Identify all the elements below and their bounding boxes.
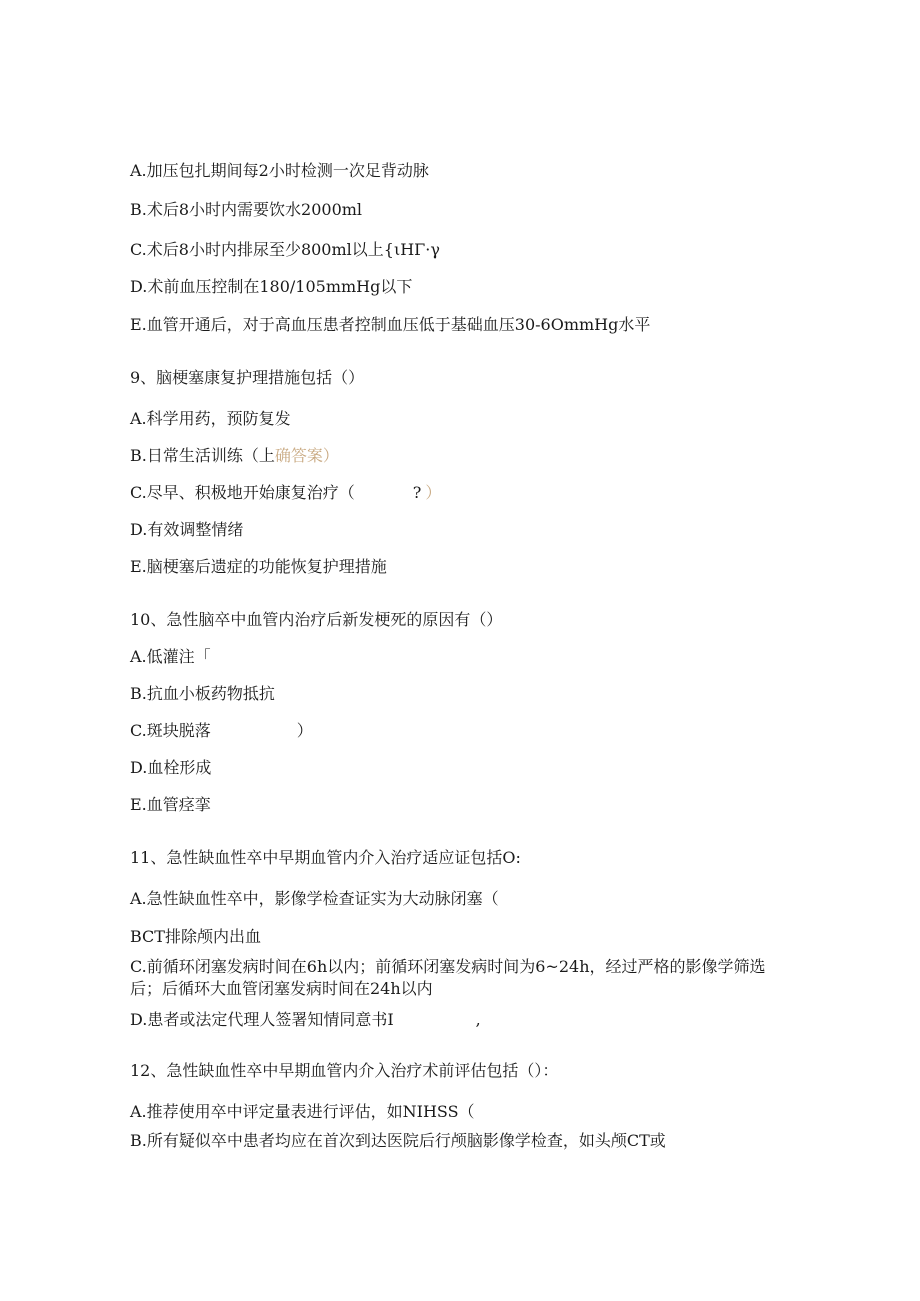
q10-option-c-tail: ） [296, 721, 313, 740]
q9-option-d: D.有效调整情绪 [130, 520, 244, 539]
q9-option-c [130, 482, 441, 504]
q11-option-d [130, 1009, 481, 1031]
q9-title: 9、脑梗塞康复护理措施包括（） [130, 368, 365, 387]
q9-option-c-mark: ? [412, 483, 422, 502]
q9-option-e: E.脑梗塞后遗症的功能恢复护理措施 [130, 557, 387, 576]
q11-option-d-text: D.患者或法定代理人签署知情同意书I [130, 1010, 394, 1029]
q11-option-b: BCT排除颅内出血 [130, 927, 261, 946]
q10-title: 10、急性脑卒中血管内治疗后新发梗死的原因有（） [130, 610, 503, 629]
q9-option-b-faint: 确答案） [274, 446, 339, 465]
q12-title: 12、急性缺血性卒中早期血管内介入治疗术前评估包括（）： [130, 1061, 559, 1080]
q11-option-c: C.前循环闭塞发病时间在6h以内；前循环闭塞发病时间为6~24h，经过严格的影像学筛选后；后循环大血管闭塞发病时间在24h以内 [130, 957, 766, 998]
q8-option-c: C.术后8小时内排尿至少800ml以上{ιHΓ·γ [130, 240, 440, 259]
q8-option-b: B.术后8小时内需要饮水2000ml [130, 200, 363, 219]
q11-title: 11、急性缺血性卒中早期血管内介入治疗适应证包括O: [130, 848, 521, 867]
q11-option-a: A.急性缺血性卒中，影像学检查证实为大动脉闭塞（ [130, 889, 499, 908]
q9-option-c-text: C.尽早、积极地开始康复治疗（ [130, 483, 355, 502]
q10-option-c-text: C.斑块脱落 [130, 721, 211, 740]
q9-option-b-text: B.日常生活训练（上 [130, 446, 275, 465]
q12-option-b: B.所有疑似卒中患者均应在首次到达医院后行颅脑影像学检查，如头颅CT或 [130, 1131, 666, 1150]
q10-option-d: D.血栓形成 [130, 758, 212, 777]
q9-option-a: A.科学用药，预防复发 [130, 409, 291, 428]
q9-option-c-faint: ） [425, 483, 442, 502]
q8-option-d: D.术前血压控制在180/105mmHg以下 [130, 277, 413, 296]
q8-option-e: E.血管开通后，对于高血压患者控制血压低于基础血压30-6OmmHg水平 [130, 315, 651, 334]
q9-option-b [130, 445, 339, 467]
q12-option-a: A.推荐使用卒中评定量表进行评估，如NIHSS（ [130, 1102, 475, 1121]
q10-option-e: E.血管痉挛 [130, 795, 211, 814]
q10-option-b: B.抗血小板药物抵抗 [130, 684, 275, 703]
q11-option-d-tail: , [475, 1010, 481, 1029]
q10-option-a: A.低灌注「 [130, 647, 211, 666]
q8-option-a: A.加压包扎期间每2小时检测一次足背动脉 [130, 161, 429, 180]
q10-option-c [130, 720, 313, 742]
